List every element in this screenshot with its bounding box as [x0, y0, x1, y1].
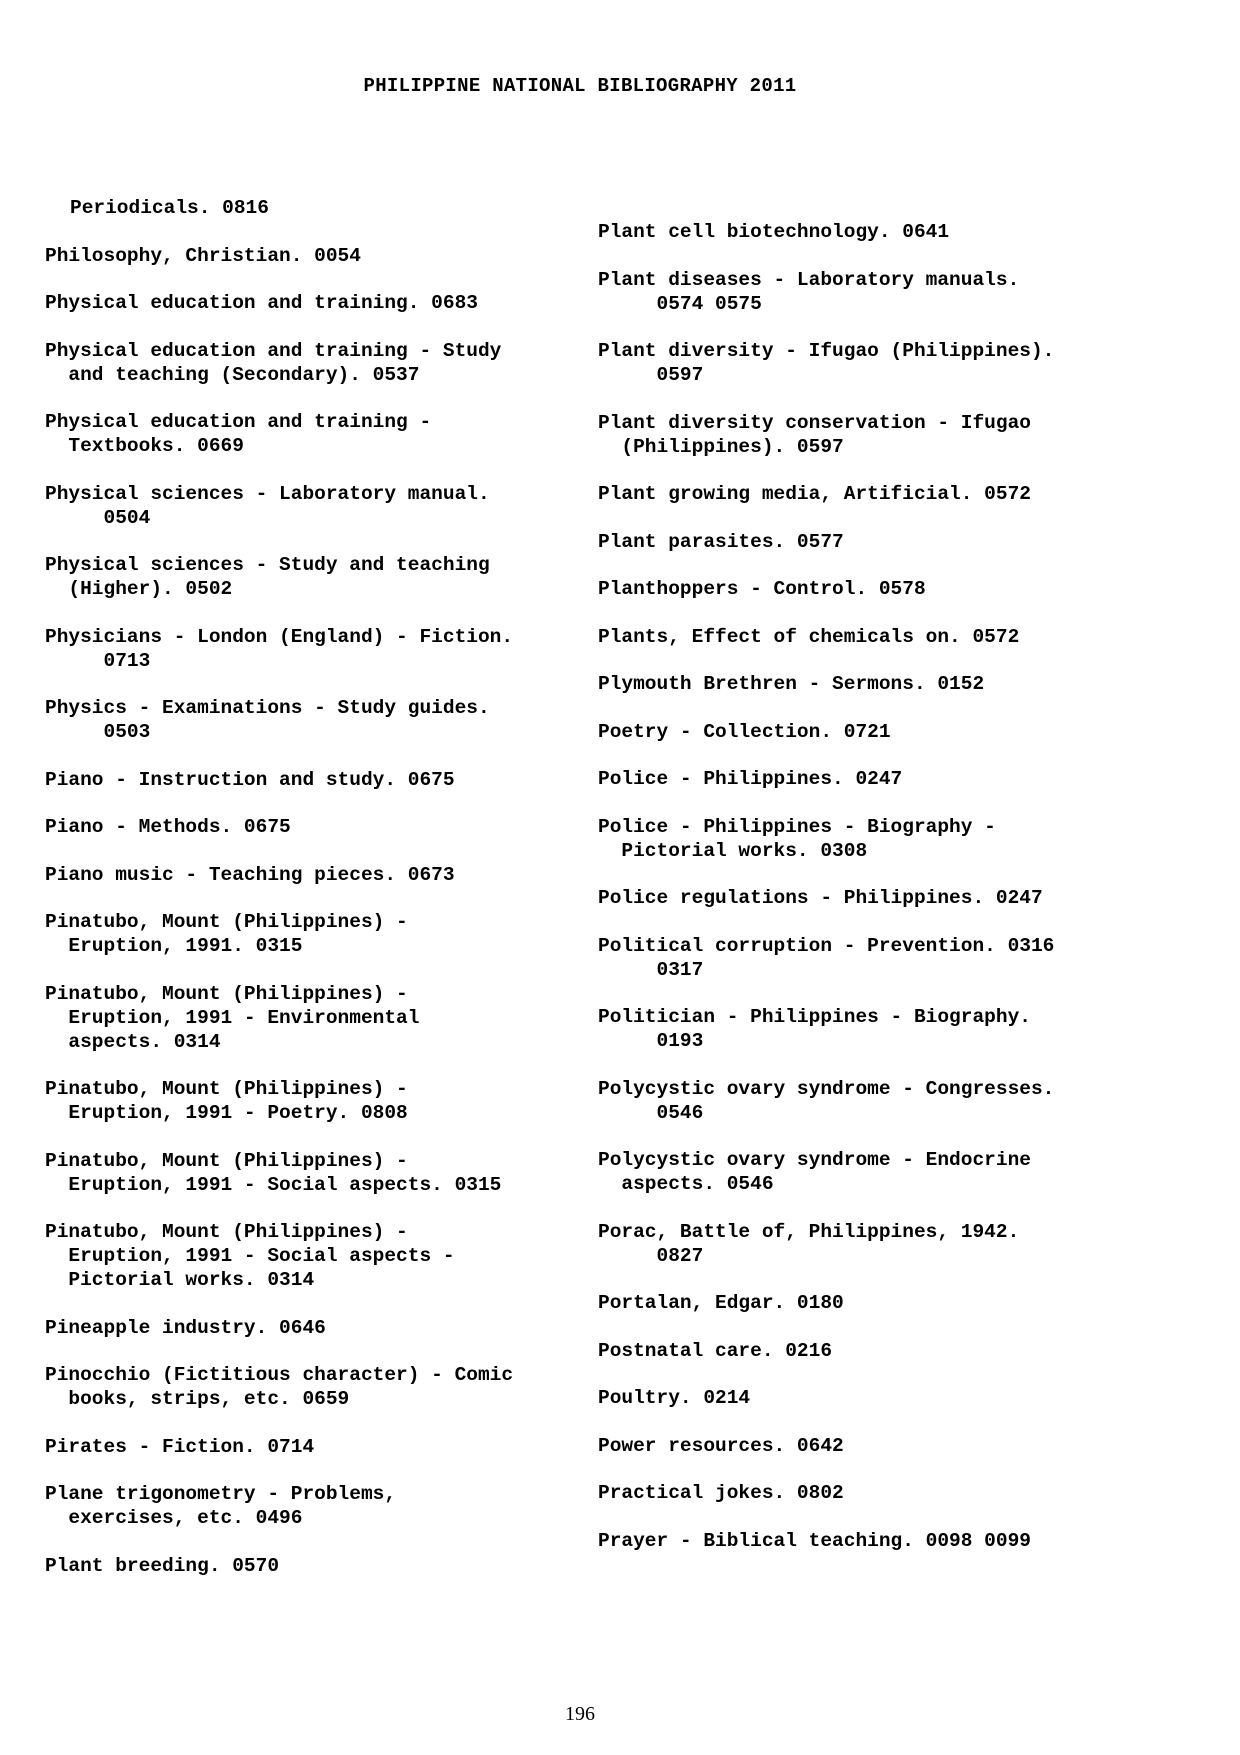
index-entry: Physical education and training. 0683	[45, 292, 478, 314]
index-entry: Physical sciences - Study and teaching (Higher). 0502	[45, 554, 490, 600]
index-entry: Physicians - London (England) - Fiction. 0713	[45, 625, 514, 672]
index-entry: Prayer - Biblical teaching. 0098 0099	[598, 1529, 1031, 1552]
index-entry: Piano - Methods. 0675	[45, 816, 291, 838]
index-entry: Pirates - Fiction. 0714	[45, 1435, 315, 1458]
index-entry: Physical sciences - Laboratory manual. 0504	[45, 482, 490, 529]
index-entry: Physics - Examinations - Study guides. 0503	[45, 697, 490, 743]
page-header: PHILIPPINE NATIONAL BIBLIOGRAPHY 2011	[363, 75, 797, 97]
index-entry: Pinatubo, Mount (Philippines) - Eruption, 1991. 0315	[45, 911, 408, 957]
index-entry: Police regulations - Philippines. 0247	[598, 887, 1043, 909]
index-entry: Postnatal care. 0216	[598, 1339, 833, 1362]
index-entry: Plant diversity - Ifugao (Philippines). 0597	[598, 340, 1055, 386]
index-entry: Plant growing media, Artificial. 0572	[598, 483, 1031, 505]
index-entry: Plant parasites. 0577	[598, 530, 844, 553]
index-entry: Porac, Battle of, Philippines, 1942. 0827	[598, 1220, 1020, 1267]
index-entry: Plant breeding. 0570	[45, 1554, 280, 1577]
index-entry: Power resources. 0642	[598, 1434, 844, 1457]
page-number: 196	[565, 1703, 595, 1725]
index-entry: Politician - Philippines - Biography. 0193	[598, 1006, 1031, 1052]
index-entry: Pinocchio (Fictitious character) - Comic books, strips, etc. 0659	[45, 1364, 514, 1410]
index-entry: Polycystic ovary syndrome - Congresses. 0546	[598, 1077, 1055, 1124]
index-entry: Political corruption - Prevention. 0316 0317	[598, 934, 1055, 981]
index-entry: Police - Philippines - Biography - Pictorial works. 0308	[598, 815, 996, 862]
index-entry: Police - Philippines. 0247	[598, 768, 903, 790]
index-entry: Polycystic ovary syndrome - Endocrine aspects. 0546	[598, 1149, 1031, 1195]
index-entry: Portalan, Edgar. 0180	[598, 1292, 844, 1314]
index-entry: Physical education and training - Textbooks. 0669	[45, 411, 432, 457]
index-entry: Plants, Effect of chemicals on. 0572	[598, 625, 1020, 648]
index-entry: Plant cell biotechnology. 0641	[598, 221, 950, 243]
index-entry: Plant diversity conservation - Ifugao (Philippines). 0597	[598, 411, 1031, 458]
index-entry: Pinatubo, Mount (Philippines) - Eruption, 1991 - Poetry. 0808	[45, 1078, 408, 1124]
index-entry: Piano - Instruction and study. 0675	[45, 768, 455, 791]
index-entry: Piano music - Teaching pieces. 0673	[45, 863, 455, 886]
index-entry: Pinatubo, Mount (Philippines) - Eruption, 1991 - Environmental aspects. 0314	[45, 982, 420, 1053]
index-entry: Pinatubo, Mount (Philippines) - Eruption, 1991 - Social aspects - Pictorial works. 0314	[45, 1221, 455, 1291]
index-entry: Physical education and training - Study and teaching (Secondary). 0537	[45, 339, 502, 386]
index-entry: Philosophy, Christian. 0054	[45, 244, 361, 267]
index-entry: Pineapple industry. 0646	[45, 1316, 326, 1339]
left-column	[45, 196, 590, 1601]
index-entry: Poetry - Collection. 0721	[598, 720, 891, 743]
index-entry: Periodicals. 0816	[70, 197, 269, 219]
index-entry: Planthoppers - Control. 0578	[598, 578, 926, 600]
index-entry: Poultry. 0214	[598, 1387, 751, 1409]
index-entry: Practical jokes. 0802	[598, 1482, 844, 1504]
index-entry: Plymouth Brethren - Sermons. 0152	[598, 673, 985, 695]
right-column	[598, 220, 1158, 1576]
index-entry: Plane trigonometry - Problems, exercises, etc. 0496	[45, 1483, 397, 1529]
index-entry: Pinatubo, Mount (Philippines) - Eruption, 1991 - Social aspects. 0315	[45, 1149, 502, 1196]
index-entry: Plant diseases - Laboratory manuals. 0574 0575	[598, 268, 1020, 315]
